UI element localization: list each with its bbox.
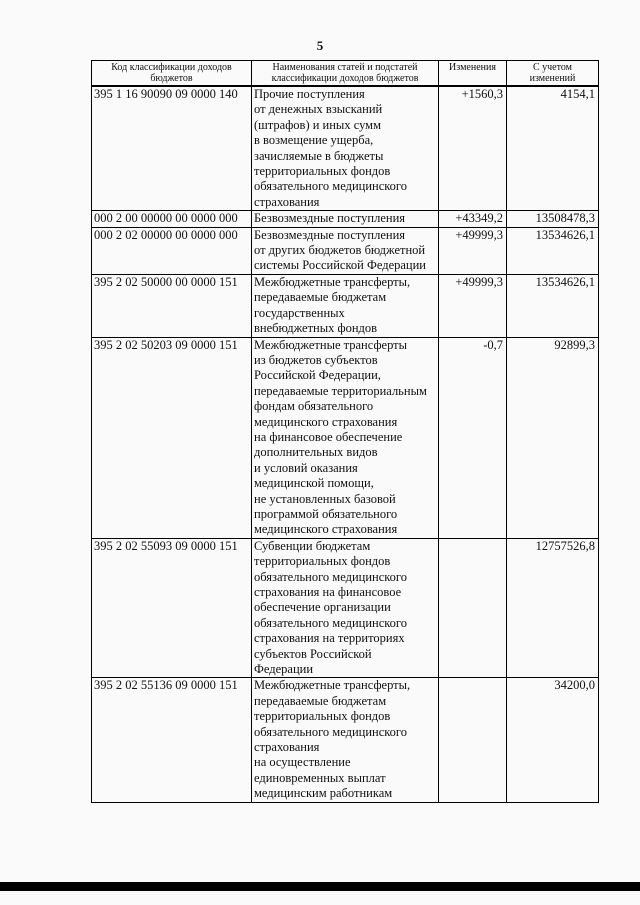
cell-code: 395 2 02 55093 09 0000 151 — [92, 538, 252, 678]
table-row — [92, 211, 599, 227]
name-line: обеспечение организации — [254, 600, 391, 615]
name-line: обязательного медицинского — [254, 179, 408, 194]
name-line: передаваемые территориальным — [254, 383, 427, 398]
name-line: от других бюджетов бюджетной — [254, 243, 426, 258]
table-row — [92, 274, 599, 337]
name-line: страхования — [254, 194, 320, 209]
name-line: территориальных фондов — [254, 164, 391, 179]
cell-code: 395 1 16 90090 09 0000 140 — [92, 86, 252, 211]
name-line: Российской Федерации, — [254, 368, 381, 383]
name-line: страхования на финансовое — [254, 585, 402, 599]
scan-edge-bar — [0, 882, 640, 891]
name-line: (штрафов) и иных сумм — [254, 117, 381, 132]
table-row — [92, 337, 599, 538]
name-line: территориальных фондов — [254, 554, 391, 569]
cell-name — [252, 678, 439, 802]
cell-name — [252, 337, 439, 538]
table-row — [92, 227, 599, 274]
table-row — [92, 86, 599, 211]
cell-code: 395 2 02 55136 09 0000 151 — [92, 678, 252, 802]
name-line: страхования на территориях — [254, 631, 405, 646]
cell-change: +43349,2 — [439, 211, 507, 227]
name-line: единовременных выплат — [254, 770, 386, 785]
name-line: Субвенции бюджетам — [254, 538, 371, 553]
name-line: дополнительных видов — [254, 445, 378, 460]
cell-change — [439, 538, 507, 678]
name-line: обязательного медицинского — [254, 724, 408, 739]
name-line: субъектов Российской — [254, 646, 372, 661]
name-line: системы Российской Федерации — [254, 258, 426, 273]
name-line: обязательного медицинского — [254, 615, 408, 630]
name-line: не установленных базовой — [254, 491, 396, 506]
name-line: Межбюджетные трансферты, — [254, 274, 411, 289]
name-line: зачисляемые в бюджеты — [254, 148, 384, 163]
name-line: медицинской помощи, — [254, 476, 374, 491]
cell-name — [252, 227, 439, 274]
cell-total: 4154,1 — [507, 86, 599, 211]
name-line: из бюджетов субъектов — [254, 352, 378, 367]
cell-name — [252, 274, 439, 337]
name-line: государственных — [254, 305, 345, 320]
name-line: медицинским работникам — [254, 786, 393, 801]
budget-revenue-table — [91, 60, 599, 803]
name-line: от денежных взысканий — [254, 102, 383, 117]
name-line: передаваемые бюджетам — [254, 693, 387, 708]
name-line: внебюджетных фондов — [254, 321, 378, 336]
cell-total: 92899,3 — [507, 337, 599, 538]
table-row — [92, 538, 599, 678]
table-body — [92, 86, 599, 802]
name-line: на осуществление — [254, 755, 351, 770]
cell-code: 395 2 02 50000 00 0000 151 — [92, 274, 252, 337]
name-line: Федерации — [254, 662, 314, 677]
header-total: С учетом изменений — [507, 61, 599, 87]
name-line: медицинского страхования — [254, 414, 398, 429]
name-line: страхования — [254, 740, 320, 755]
name-line: передаваемые бюджетам — [254, 290, 387, 305]
name-line: программой обязательного — [254, 506, 398, 521]
cell-name — [252, 538, 439, 678]
name-line: Безвозмездные поступления — [254, 211, 406, 226]
cell-total: 13508478,3 — [507, 211, 599, 227]
cell-code: 395 2 02 50203 09 0000 151 — [92, 337, 252, 538]
cell-change — [439, 678, 507, 802]
name-line: обязательного медицинского — [254, 569, 408, 584]
name-line: и условий оказания — [254, 460, 358, 475]
cell-change: +49999,3 — [439, 274, 507, 337]
name-line: медицинского страхования — [254, 522, 398, 537]
name-line: Межбюджетные трансферты — [254, 337, 408, 352]
header-code: Код классификации доходов бюджетов — [92, 61, 252, 87]
cell-total: 34200,0 — [507, 678, 599, 802]
name-line: Межбюджетные трансферты, — [254, 678, 411, 693]
table-header-row — [92, 61, 599, 87]
name-line: Прочие поступления — [254, 87, 365, 101]
header-name: Наименования статей и подстатей классификации доходов бюджетов — [252, 61, 439, 87]
cell-name — [252, 211, 439, 227]
cell-total: 12757526,8 — [507, 538, 599, 678]
cell-change: +1560,3 — [439, 86, 507, 211]
cell-total: 13534626,1 — [507, 227, 599, 274]
header-change: Изменения — [439, 61, 507, 87]
cell-code: 000 2 02 00000 00 0000 000 — [92, 227, 252, 274]
cell-name — [252, 86, 439, 211]
name-line: фондам обязательного — [254, 399, 374, 414]
table-row — [92, 678, 599, 802]
cell-code: 000 2 00 00000 00 0000 000 — [92, 211, 252, 227]
cell-total: 13534626,1 — [507, 274, 599, 337]
cell-change: -0,7 — [439, 337, 507, 538]
page-number: 5 — [316, 38, 324, 53]
cell-change: +49999,3 — [439, 227, 507, 274]
name-line: территориальных фондов — [254, 709, 391, 724]
name-line: Безвозмездные поступления — [254, 227, 406, 242]
name-line: в возмещение ущерба, — [254, 133, 374, 148]
name-line: на финансовое обеспечение — [254, 429, 403, 444]
